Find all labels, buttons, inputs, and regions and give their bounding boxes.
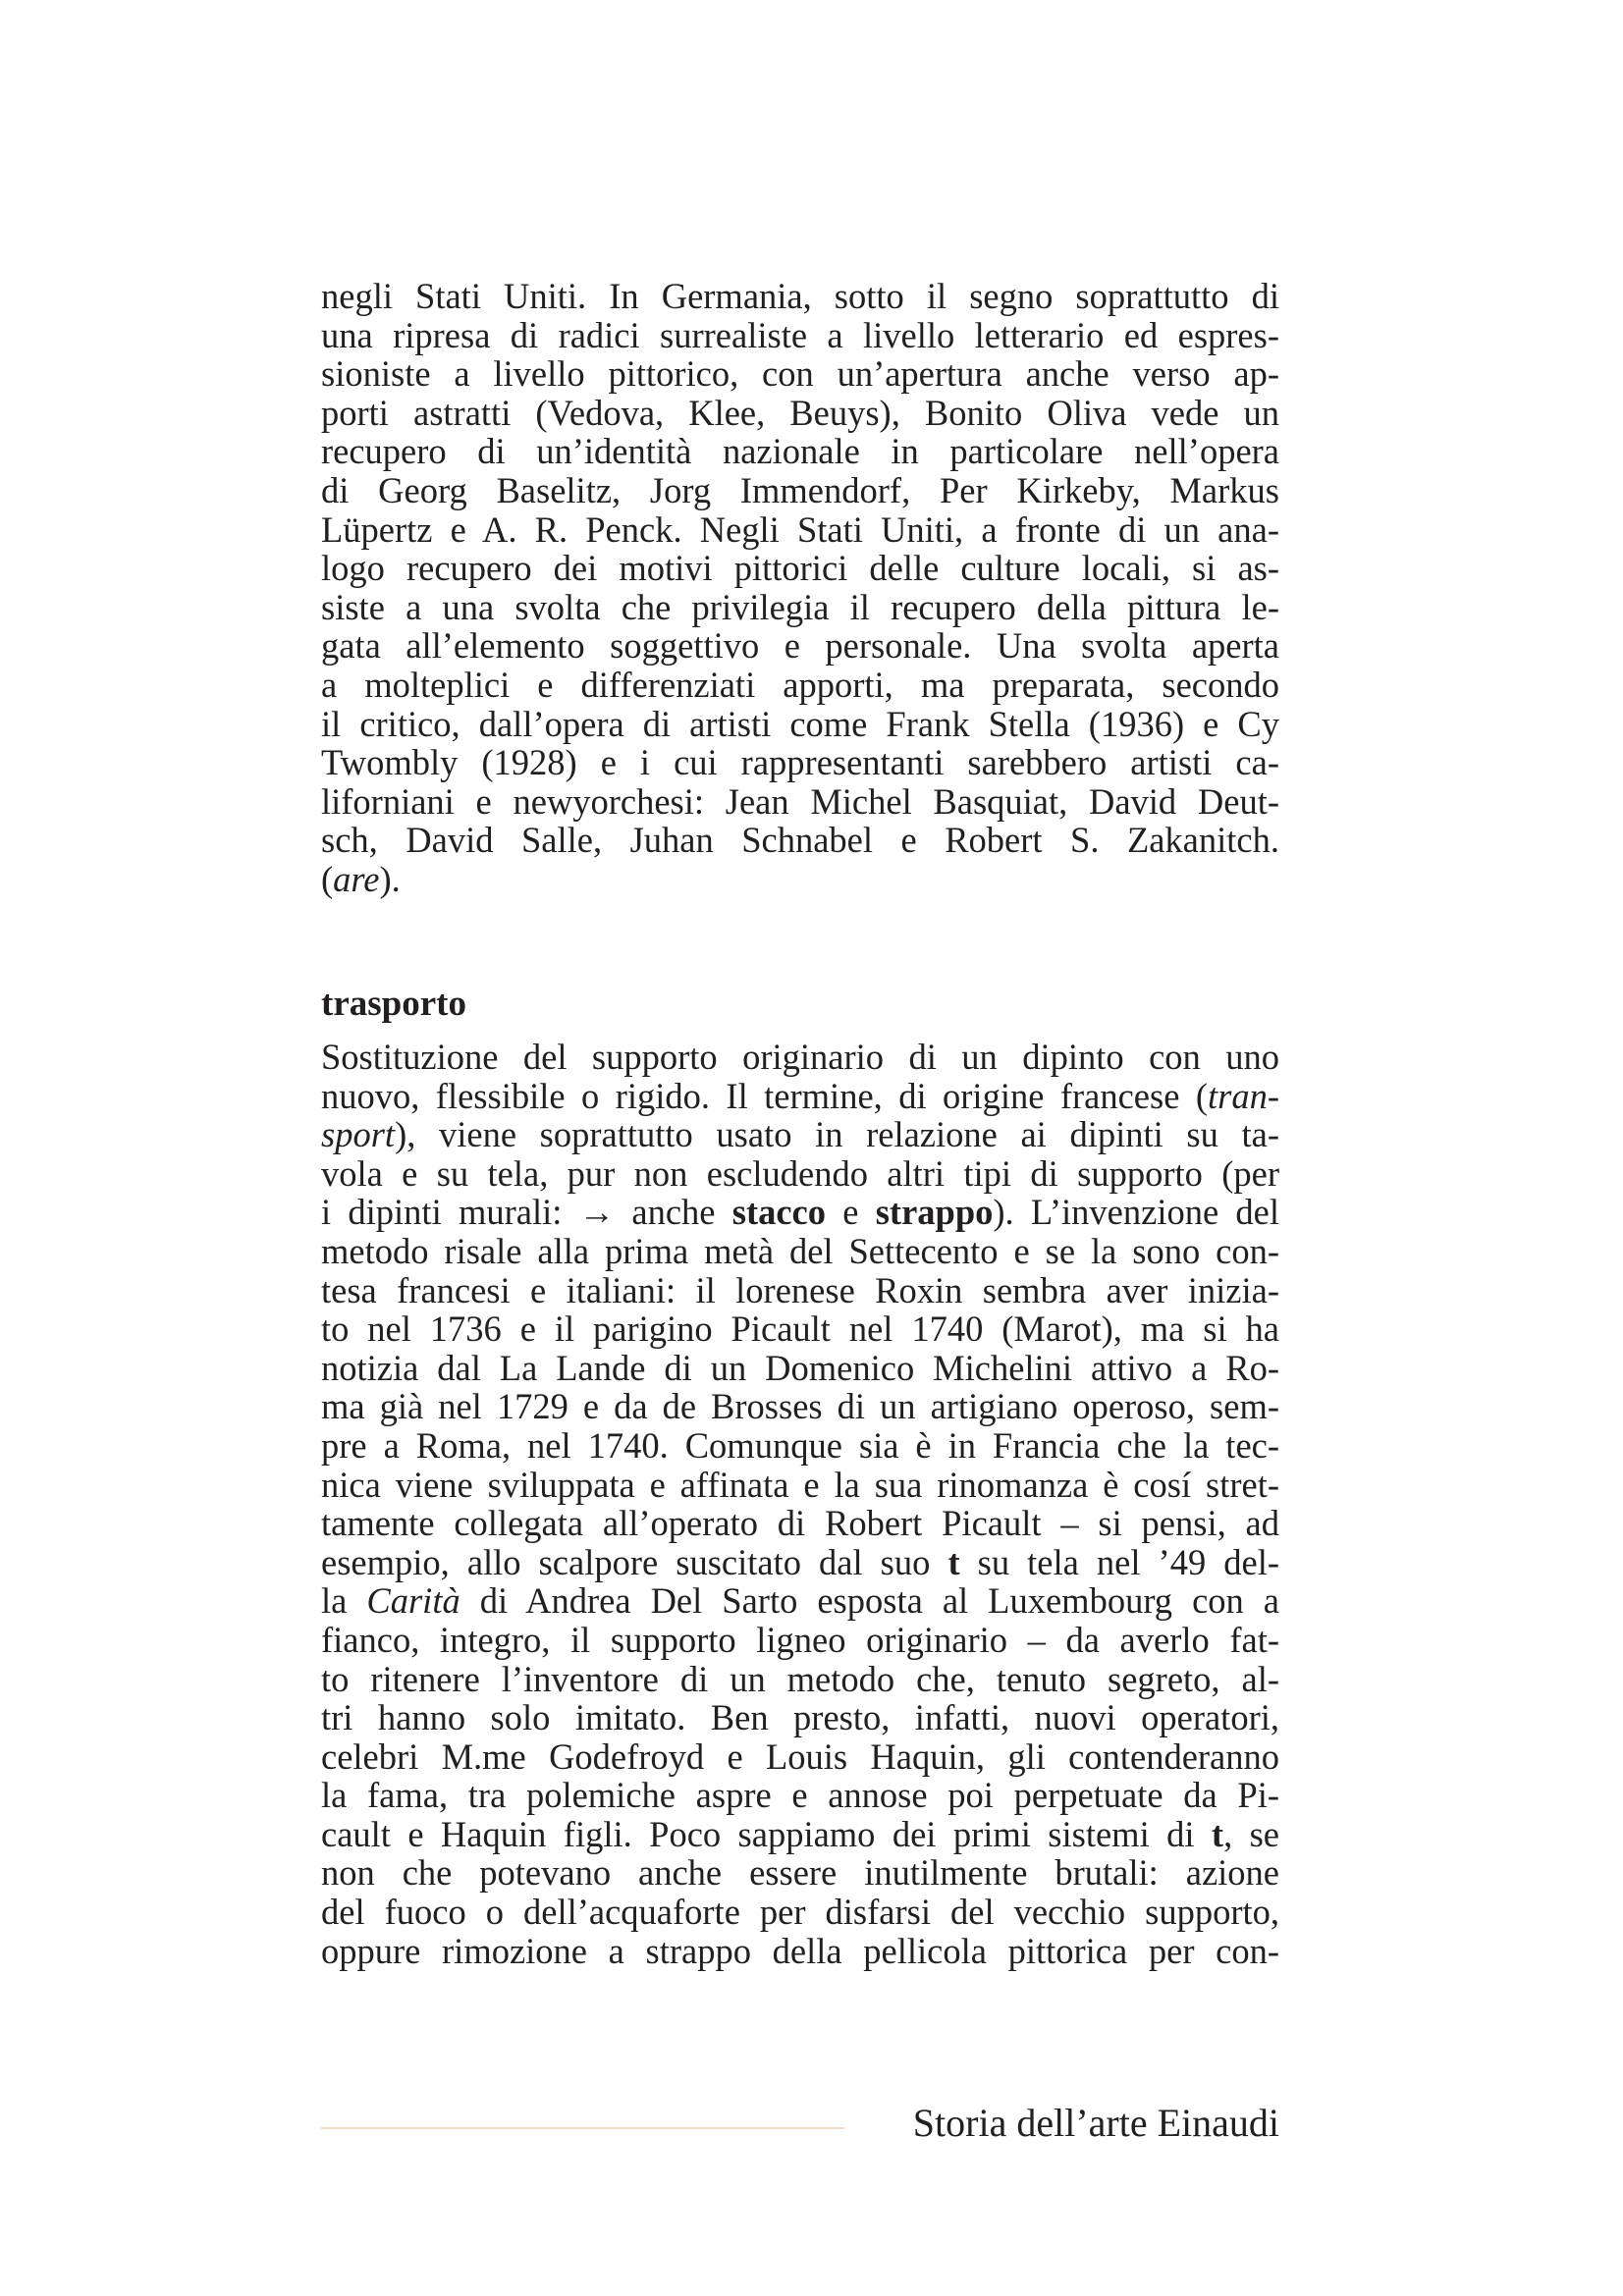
- text-line: liforniani e newyorchesi: Jean Michel Basquiat, David Deut-: [321, 780, 1279, 822]
- text-line: metodo risale alla prima metà del Settecento e se la sono con-: [321, 1230, 1279, 1271]
- entry-title: trasporto: [321, 984, 466, 1024]
- author-initials: are: [333, 858, 380, 899]
- text-line: la fama, tra polemiche aspre e annose poi perpetuate da Pi-: [321, 1775, 1279, 1816]
- text-line: di Georg Baselitz, Jorg Immendorf, Per Kirkeby, Markus: [321, 469, 1279, 510]
- text-line: (are).: [321, 858, 401, 899]
- text-line: ma già nel 1729 e da de Brosses di un artigiano operoso, sem-: [321, 1386, 1279, 1427]
- text-line: fianco, integro, il supporto ligneo originario – da averlo fat-: [321, 1619, 1279, 1660]
- text-line: tamente collegata all’operato di Robert Picault – si pensi, ad: [321, 1503, 1279, 1544]
- text-line: logo recupero dei motivi pittorici delle culture locali, si as-: [321, 548, 1279, 589]
- text-line: sport), viene soprattutto usato in relazione ai dipinti su ta-: [321, 1114, 1279, 1155]
- text-line: pre a Roma, nel 1740. Comunque sia è in Francia che la tec-: [321, 1424, 1279, 1466]
- text-line: sioniste a livello pittorico, con un’apertura anche verso ap-: [321, 353, 1279, 395]
- text-line: sch, David Salle, Juhan Schnabel e Robert S. Zakanitch.: [321, 820, 1279, 861]
- entry-abbreviation: t: [1211, 1813, 1224, 1854]
- entry-body: [321, 1038, 1279, 1970]
- text-line: tesa francesi e italiani: il lorenese Roxin sembra aver inizia-: [321, 1269, 1279, 1310]
- text-line: i dipinti murali: → anche stacco e strappo). L’invenzione del: [321, 1192, 1279, 1233]
- text-line: Lüpertz e A. R. Penck. Negli Stati Uniti, a fronte di un ana-: [321, 508, 1279, 550]
- text-line: nuovo, flessibile o rigido. Il termine, di origine francese (tran-: [321, 1075, 1279, 1116]
- text-line: non che potevano anche essere inutilmente brutali: azione: [321, 1852, 1279, 1894]
- text-line: la Carità di Andrea Del Sarto esposta al Luxembourg con a: [321, 1580, 1280, 1622]
- text-line: nica viene sviluppata e affinata e la sua rinomanza è cosí stret-: [321, 1464, 1279, 1505]
- footer-rule: [321, 2127, 844, 2129]
- text-line: Twombly (1928) e i cui rappresentanti sarebbero artisti ca-: [321, 742, 1279, 783]
- cross-reference-strappo[interactable]: strappo: [875, 1192, 994, 1233]
- artwork-title: Carità: [366, 1580, 460, 1622]
- text-line: recupero di un’identità nazionale in particolare nell’opera: [321, 431, 1279, 472]
- text-line: siste a una svolta che privilegia il recupero della pittura le-: [321, 586, 1279, 627]
- text-line: Sostituzione del supporto originario di un dipinto con uno: [321, 1037, 1279, 1077]
- text-line: il critico, dall’opera di artisti come Frank Stella (1936) e Cy: [321, 703, 1279, 744]
- text-line: negli Stati Uniti. In Germania, sotto il segno soprattutto di: [321, 276, 1279, 316]
- text-line: cault e Haquin figli. Poco sappiamo dei primi sistemi di t, se: [321, 1813, 1280, 1854]
- text-line: gata all’elemento soggettivo e personale. Una svolta aperta: [321, 625, 1279, 667]
- cross-reference-stacco[interactable]: stacco: [731, 1192, 826, 1233]
- continuation-paragraph: [321, 277, 1279, 899]
- text-line: to ritenere l’inventore di un metodo che, tenuto segreto, al-: [321, 1658, 1279, 1699]
- text-line: celebri M.me Godefroyd e Louis Haquin, gli contenderanno: [321, 1735, 1279, 1777]
- text-line: una ripresa di radici surrealiste a livello letterario ed espres-: [321, 314, 1279, 355]
- footer-book-title: Storia dell’arte Einaudi: [912, 2101, 1279, 2145]
- text-line: del fuoco o dell’acquaforte per disfarsi del vecchio supporto,: [321, 1892, 1279, 1933]
- text-line: notizia dal La Lande di un Domenico Michelini attivo a Ro-: [321, 1347, 1279, 1388]
- text-line: vola e su tela, pur non escludendo altri tipi di supporto (per: [321, 1152, 1279, 1194]
- entry-abbreviation: t: [947, 1541, 960, 1582]
- text-line: oppure rimozione a strappo della pellicola pittorica per con-: [321, 1930, 1279, 1971]
- text-line: esempio, allo scalpore suscitato dal suo t su tela nel ’49 del-: [321, 1541, 1280, 1582]
- text-line: to nel 1736 e il parigino Picault nel 1740 (Marot), ma si ha: [321, 1308, 1279, 1350]
- text-line: porti astratti (Vedova, Klee, Beuys), Bonito Oliva vede un: [321, 392, 1279, 433]
- text-line: a molteplici e differenziati apporti, ma preparata, secondo: [321, 664, 1279, 705]
- text-line: tri hanno solo imitato. Ben presto, infatti, nuovi operatori,: [321, 1697, 1279, 1738]
